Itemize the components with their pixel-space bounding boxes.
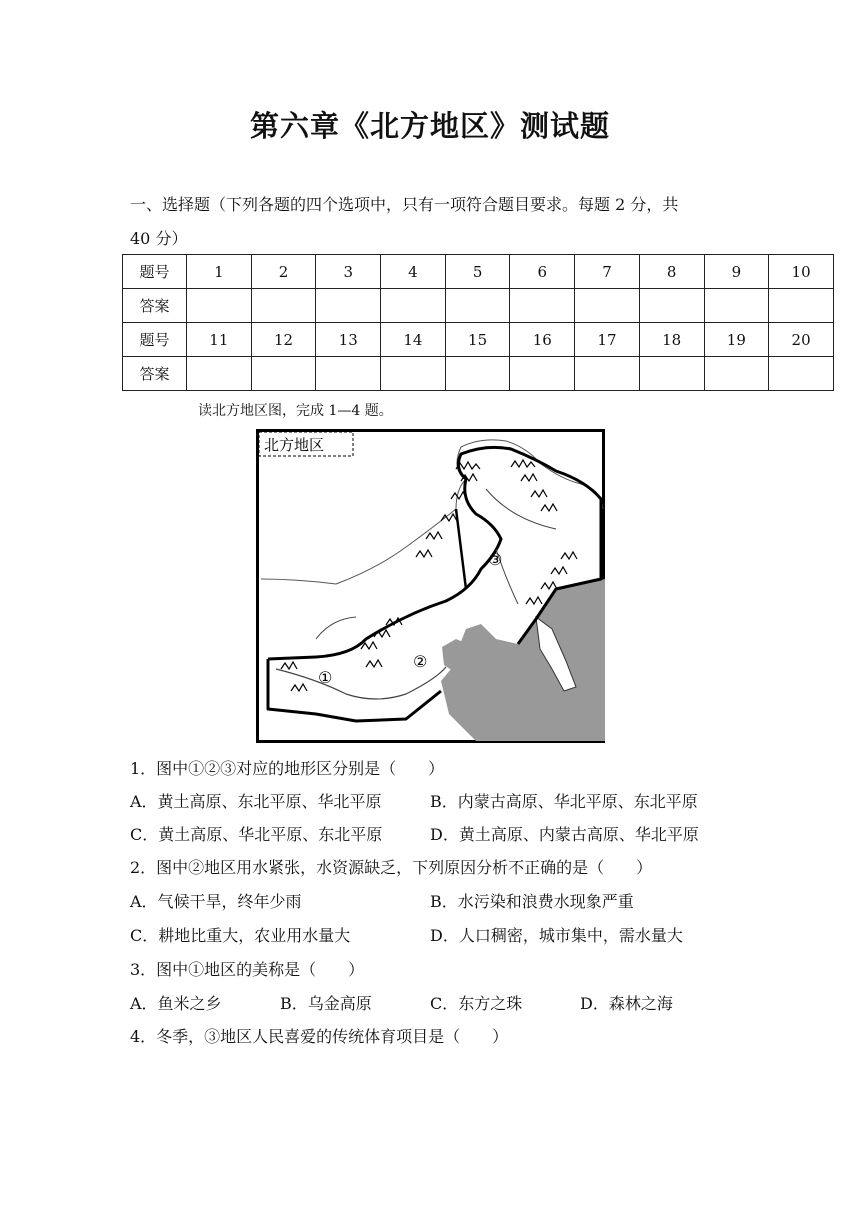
question-number: 14: [381, 323, 446, 357]
answer-cell[interactable]: [639, 357, 704, 391]
map-label: 北方地区: [264, 436, 325, 454]
question-3-option-d[interactable]: D．森林之海: [580, 994, 673, 1013]
question-number: 13: [316, 323, 381, 357]
marker-1: ①: [318, 668, 333, 687]
row-header: 答案: [123, 289, 187, 323]
marker-3: ③: [488, 550, 503, 569]
question-number: 3: [316, 255, 381, 289]
answer-cell[interactable]: [381, 289, 446, 323]
question-number: 4: [381, 255, 446, 289]
answer-cell[interactable]: [251, 357, 316, 391]
question-4-stem: 4．冬季，③地区人民喜爱的传统体育项目是（ ）: [130, 1027, 509, 1046]
question-number: 10: [769, 255, 834, 289]
page-title: 第六章《北方地区》测试题: [249, 109, 610, 143]
answer-cell[interactable]: [510, 289, 575, 323]
question-number: 20: [769, 323, 834, 357]
answer-cell[interactable]: [445, 289, 510, 323]
answer-cell[interactable]: [316, 289, 381, 323]
row-header: 题号: [123, 323, 187, 357]
question-number: 11: [187, 323, 252, 357]
question-number: 17: [575, 323, 640, 357]
question-3-option-a[interactable]: A．鱼米之乡: [130, 994, 222, 1013]
answer-cell[interactable]: [316, 357, 381, 391]
section-heading: 一、选择题（下列各题的四个选项中，只有一项符合题目要求。每题 2 分，共: [130, 195, 679, 214]
question-3-option-b[interactable]: B．乌金高原: [280, 994, 372, 1013]
question-3-option-c[interactable]: C．东方之珠: [430, 994, 523, 1013]
question-number: 1: [187, 255, 252, 289]
question-2-option-b[interactable]: B．水污染和浪费水现象严重: [430, 892, 634, 911]
answer-cell[interactable]: [704, 357, 769, 391]
answer-cell[interactable]: [187, 289, 252, 323]
answer-row: [123, 357, 834, 391]
question-2-option-a[interactable]: A．气候干旱，终年少雨: [130, 892, 302, 911]
question-1-option-a[interactable]: A．黄土高原、东北平原、华北平原: [130, 792, 382, 811]
question-number: 18: [639, 323, 704, 357]
question-1-option-d[interactable]: D．黄土高原、内蒙古高原、华北平原: [430, 825, 699, 844]
answer-cell[interactable]: [381, 357, 446, 391]
question-1-option-c[interactable]: C．黄土高原、华北平原、东北平原: [130, 825, 383, 844]
answer-cell[interactable]: [639, 289, 704, 323]
north-region-map: [256, 429, 605, 743]
question-1-stem: 1．图中①②③对应的地形区分别是（ ）: [130, 759, 445, 778]
answer-cell[interactable]: [575, 357, 640, 391]
question-number: 8: [639, 255, 704, 289]
question-2-stem: 2．图中②地区用水紧张，水资源缺乏，下列原因分析不正确的是（ ）: [130, 858, 653, 877]
answer-cell[interactable]: [769, 289, 834, 323]
question-number: 19: [704, 323, 769, 357]
answer-cell[interactable]: [445, 357, 510, 391]
answer-cell[interactable]: [187, 357, 252, 391]
map-intro: 读北方地区图，完成 1—4 题。: [198, 403, 393, 419]
question-number: 5: [445, 255, 510, 289]
row-header: 题号: [123, 255, 187, 289]
answer-cell[interactable]: [575, 289, 640, 323]
question-number: 2: [251, 255, 316, 289]
question-number: 12: [251, 323, 316, 357]
question-number: 7: [575, 255, 640, 289]
question-number: 16: [510, 323, 575, 357]
answer-table: [122, 254, 834, 391]
question-1-option-b[interactable]: B．内蒙古高原、华北平原、东北平原: [430, 792, 698, 811]
answer-row: [123, 289, 834, 323]
answer-cell[interactable]: [769, 357, 834, 391]
marker-2: ②: [413, 652, 428, 671]
question-number: 15: [445, 323, 510, 357]
question-2-option-d[interactable]: D．人口稠密，城市集中，需水量大: [430, 926, 683, 945]
answer-cell[interactable]: [704, 289, 769, 323]
number-row: [123, 255, 834, 289]
answer-cell[interactable]: [510, 357, 575, 391]
question-number: 9: [704, 255, 769, 289]
question-3-stem: 3．图中①地区的美称是（ ）: [130, 960, 365, 979]
question-number: 6: [510, 255, 575, 289]
number-row: [123, 323, 834, 357]
row-header: 答案: [123, 357, 187, 391]
section-heading-cont: 40 分）: [130, 229, 188, 248]
question-2-option-c[interactable]: C．耕地比重大，农业用水量大: [130, 926, 351, 945]
answer-cell[interactable]: [251, 289, 316, 323]
